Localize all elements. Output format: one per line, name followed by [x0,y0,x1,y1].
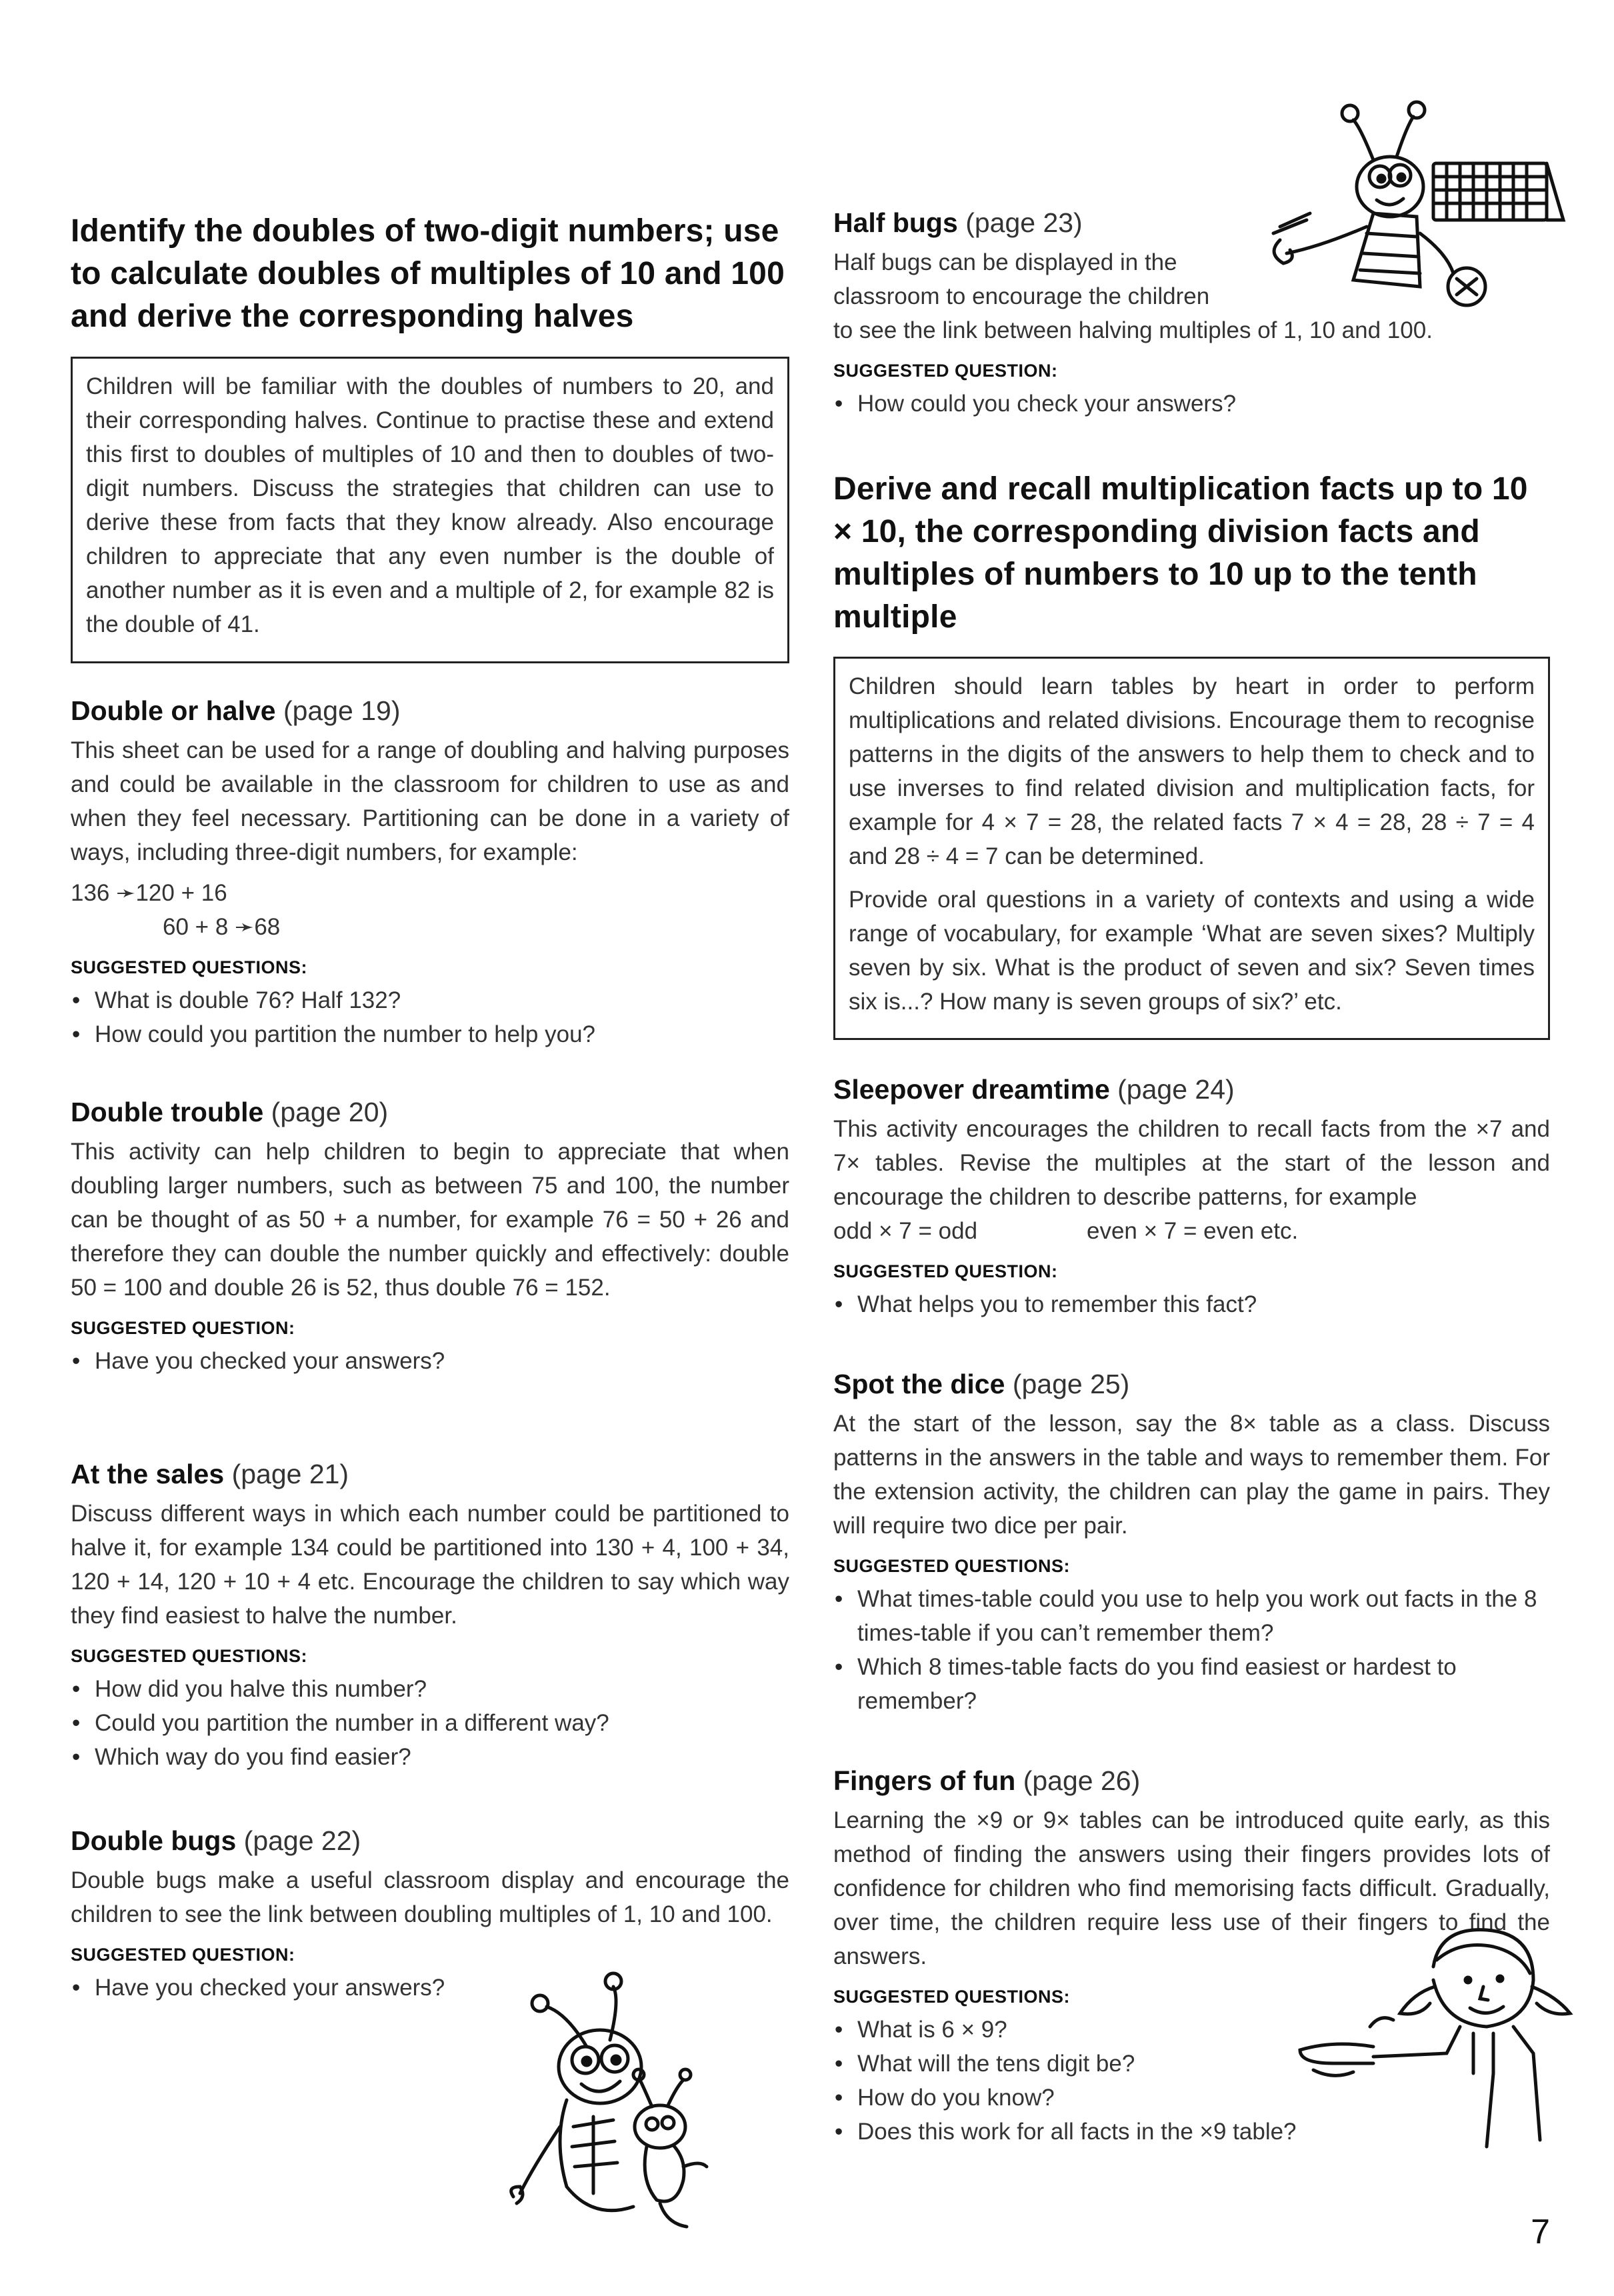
question-item: • How did you halve this number? [71,1672,789,1706]
pattern-odd: odd × 7 = odd [833,1218,978,1244]
left-section-heading: Identify the doubles of two-digit numbers; use to calculate doubles of multiples of 10 and 100 and derive the corresponding halves [71,213,785,334]
double-or-halve-title: Double or halve (page 19) [71,695,401,726]
question-item: • Have you checked your answers? [71,1344,789,1378]
question-item: • Which way do you find easier? [71,1740,789,1774]
partition-example-line1: 136 ➛120 + 16 [71,880,227,906]
left-intro-box [71,357,789,663]
double-or-halve-questions [71,983,789,1051]
odd-even-patterns [833,1214,1550,1248]
pattern-even: even × 7 = even etc. [1087,1218,1299,1244]
half-bugs-body-line: Half bugs can be displayed in the [833,249,1177,275]
question-item: • What is 6 × 9? [833,2013,1550,2047]
at-the-sales-questions [71,1672,789,1774]
double-trouble-title: Double trouble (page 20) [71,1097,389,1127]
at-the-sales-title: At the sales (page 21) [71,1459,349,1489]
question-item: • How could you partition the number to help you? [71,1017,789,1051]
right-intro-paragraph-1: Children should learn tables by heart in order to perform multiplications and related divisions. Encourage them to recognise patterns in the digits of the answers to help them to check and to use inverses to find related division and multiplication facts, for example for 4 × 7 = 28, the related facts 7 × 4 = 28, 28 ÷ 7 = 4 and 28 ÷ 4 = 7 can be determined. [849,673,1535,869]
question-item: • Which 8 times-table facts do you find easiest or hardest to remember? [833,1650,1550,1718]
double-bugs-body: Double bugs make a useful classroom display and encourage the children to see the link between doubling multiples of 1, 10 and 100. [71,1867,789,1927]
fingers-of-fun-body: Learning the ×9 or 9× tables can be introduced quite early, as this method of finding the answers using their fingers provides lots of confidence for children who find memorising facts difficult. Gradually, over time, the children require less use of their fingers to find the answers. [833,1807,1550,1969]
partition-example [71,876,789,944]
sleepover-dreamtime-body: This activity encourages the children to recall facts from the ×7 and 7× tables. Revise the multiples at the start of the lesson and encourage the children to describe patterns, for example [833,1116,1550,1210]
suggested-question-label: SUGGESTED QUESTION: [833,361,1058,381]
suggested-questions-label: SUGGESTED QUESTIONS: [71,1646,308,1666]
fingers-of-fun-title: Fingers of fun (page 26) [833,1765,1141,1796]
right-section-heading: Derive and recall multiplication facts up to 10 × 10, the corresponding division facts and multiples of numbers to 10 up to the tenth multiple [833,471,1528,635]
half-bugs-body-line: to see the link between halving multiples of 1, 10 and 100. [833,317,1433,343]
half-bugs-body-line: classroom to encourage the children [833,283,1210,309]
sleepover-dreamtime-title: Sleepover dreamtime (page 24) [833,1074,1235,1105]
question-item: • Could you partition the number in a different way? [71,1706,789,1740]
suggested-question-label: SUGGESTED QUESTION: [833,1261,1058,1281]
spot-the-dice-section [833,1367,1550,1718]
double-or-halve-body: This sheet can be used for a range of doubling and halving purposes and could be available in the classroom for children to use as and when they feel necessary. Partitioning can be done in a variety of ways, including three-digit numbers, for example: [71,737,789,865]
question-item: • What helps you to remember this fact? [833,1287,1550,1321]
at-the-sales-body: Discuss different ways in which each number could be partitioned to halve it, for example 134 could be partitioned into 130 + 4, 100 + 34, 120 + 14, 120 + 10 + 4 etc. Encourage the children to say which way they find easiest to halve the number. [71,1501,789,1629]
sleepover-dreamtime-section [833,1072,1550,1321]
left-intro-text: Children will be familiar with the doubles of numbers to 20, and their corresponding halves. Continue to practise these and extend this first to doubles of multiples of 10 and then to doubles of two-digit numbers. Discuss the strategies that children can use to derive these from facts that they know already. Also encourage children to appreciate that any even number is the double of another number as it is even and a multiple of 2, for example 82 is the double of 41. [86,373,774,637]
half-bugs-illustration-icon [1253,100,1573,320]
right-intro-box [833,657,1550,1040]
spot-the-dice-title: Spot the dice (page 25) [833,1369,1130,1399]
double-trouble-body: This activity can help children to begin to appreciate that when doubling larger numbers, such as between 75 and 100, the number can be thought of as 50 + a number, for example 76 = 50 + 26 and therefore they can double the number quickly and effectively: double 50 = 100 and double 26 is 52, thus double 76 = 152. [71,1139,789,1301]
sleepover-questions [833,1287,1550,1321]
question-item: • Have you checked your answers? [71,1971,511,2005]
suggested-questions-label: SUGGESTED QUESTIONS: [833,1987,1071,2007]
question-item: • What times-table could you use to help you work out facts in the 8 times-table if you can’t remember them? [833,1582,1550,1650]
question-item: • How do you know? [833,2081,1550,2115]
fingers-of-fun-illustration-icon [1293,1920,1587,2160]
double-bugs-illustration-icon [493,1967,760,2233]
double-trouble-section [71,1095,789,1378]
suggested-questions-label: SUGGESTED QUESTIONS: [71,957,308,977]
at-the-sales-section [71,1457,789,1774]
double-bugs-questions [71,1971,511,2005]
question-item: • What is double 76? Half 132? [71,983,789,1017]
page-number: 7 [1531,2213,1550,2251]
double-bugs-title: Double bugs (page 22) [71,1825,361,1856]
double-trouble-questions [71,1344,789,1378]
suggested-question-label: SUGGESTED QUESTION: [71,1945,295,1965]
question-item: • Does this work for all facts in the ×9 table? [833,2115,1550,2149]
half-bugs-questions [833,387,1550,421]
suggested-question-label: SUGGESTED QUESTION: [71,1318,295,1338]
right-intro-paragraph-2: Provide oral questions in a variety of contexts and using a wide range of vocabulary, for example ‘What are seven sixes? Multiply seven by six. What is the product of seven and six? Seven times six is...? How many is seven groups of six?’ etc. [849,887,1535,1015]
question-item: • What will the tens digit be? [833,2047,1550,2081]
question-item: • How could you check your answers? [833,387,1550,421]
spot-the-dice-body: At the start of the lesson, say the 8× table as a class. Discuss patterns in the answers in the table and ways to remember them. For the extension activity, the children can play the game in pairs. They will require two dice per pair. [833,1411,1550,1539]
half-bugs-title: Half bugs (page 23) [833,207,1083,238]
spot-the-dice-questions [833,1582,1550,1718]
partition-example-line2: 60 + 8 ➛68 [163,914,281,940]
double-or-halve-section [71,693,789,1051]
suggested-questions-label: SUGGESTED QUESTIONS: [833,1556,1071,1576]
